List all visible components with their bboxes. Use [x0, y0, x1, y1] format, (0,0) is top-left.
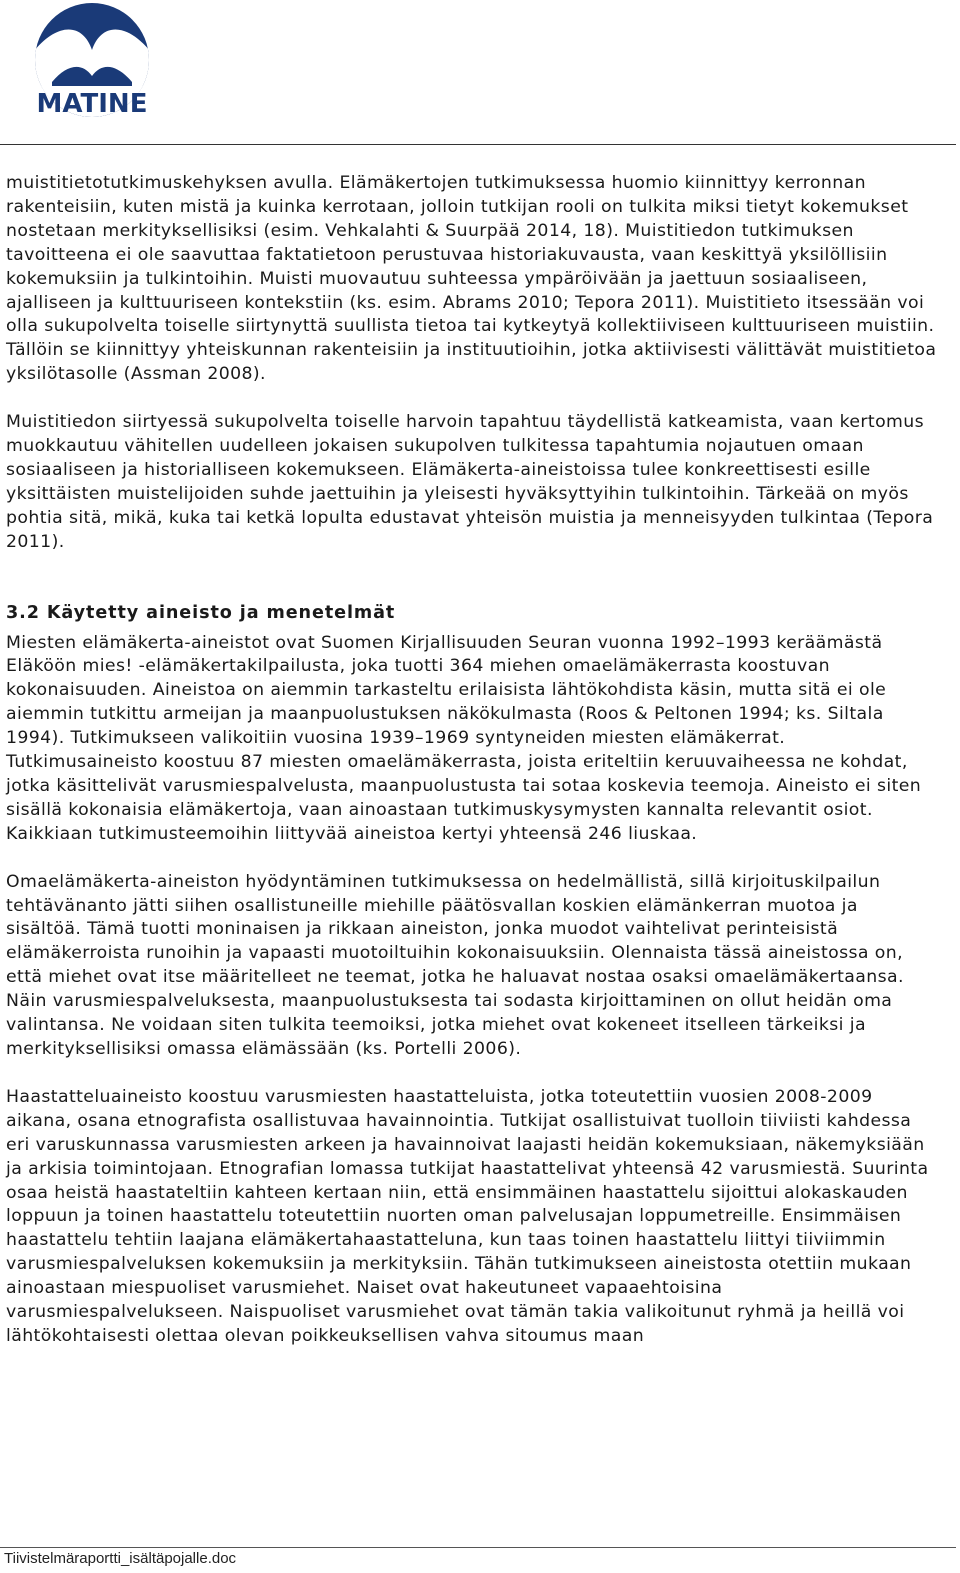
section-heading: 3.2 Käytetty aineisto ja menetelmät — [6, 602, 396, 623]
section-paragraph-3: Haastatteluaineisto koostuu varusmiesten haastatteluista, jotka toteutettiin vuosien 2008-2009 aikana, osana etnografista osallistuvaa havainnointia. Tutkijat osallistuivat tuolloin tiiviisti kahdessa eri varuskunnassa varusmiesten arkeen ja havainnoivat laajasti heidän kokemuksiaan, näkemyksiään ja arkisia toimintojaan. Etnografian lomassa tutkijat haastattelivat yhteensä 42 varusmiestä. Suurinta osaa heistä haastateltiin kahteen kertaan niin, että ensimmäinen haastattelu sijoittui alokaskauden loppuun ja toinen haastattelu toteutettiin nuorten oman palvelusajan loppumetreille. Ensimmäisen haastattelu tehtiin laajana elämäkertahaastatteluna, kun taas toinen haastattelu liittyi tiiviimmin varusmiespalveluksen kokemuksiin ja merkityksiin. Tähän tutkimukseen aineistosta otettiin mukaan ainoastaan miespuoliset varusmiehet. Naiset ovat hakeutuneet vapaaehtoisina varusmiespalvelukseen. Naispuoliset varusmiehet ovat tämän takia valikoitunut ryhmä ja heillä voi lähtökohtaisesti olettaa olevan poikkeuksellisen vahva sitoumus maan — [6, 1086, 929, 1346]
page-header — [0, 0, 960, 146]
logo-wordmark: MATINE — [36, 89, 148, 119]
matine-logo — [22, 2, 162, 122]
header-divider — [0, 144, 956, 145]
body-paragraph-2: Muistitiedon siirtyessä sukupolvelta toiselle harvoin tapahtuu täydellistä katkeamista, vaan kertomus muokkautuu vähitellen uudelleen jokaisen sukupolven tulkitessa tapahtumia nojautuen omaan sosiaaliseen ja historialliseen kokemukseen. Elämäkerta-aineistoissa tulee konkreettisesti esille yksittäisten muistelijoiden suhde jaettuihin ja yleisesti hyväksyttyihin tulkintoihin. Tärkeää on myös pohtia sitä, mikä, kuka tai ketkä lopulta edustavat yhteisön muistia ja menneisyyden tulkintaa (Tepora 2011). — [6, 412, 934, 552]
section-paragraph-1: Miesten elämäkerta-aineistot ovat Suomen Kirjallisuuden Seuran vuonna 1992–1993 keräämästä Eläköön mies! -elämäkertakilpailusta, joka tuotti 364 miehen omaelämäkerrasta koostuvan kokonaisuuden. Aineistoa on aiemmin tarkasteltu erilaisista lähtökohdista käsin, mutta sitä ei ole aiemmin tutkittu armeijan ja maanpuolustuksen näkökulmasta (Roos & Peltonen 1994; ks. Siltala 1994). Tutkimukseen valikoitiin vuosina 1939–1969 syntyneiden miesten elämäkerrat. Tutkimusaineisto koostuu 87 miesten omaelämäkerrasta, joista eriteltiin keruuvaiheessa ne kohdat, jotka käsittelivät varusmiespalvelusta, maanpuolustusta tai sotaa koskevia teemoja. Aineisto ei siten sisällä kokonaisia elämäkertoja, vaan ainoastaan tutkimuskysymysten kannalta relevantit osiot. Kaikkiaan tutkimusteemoihin liittyvää aineistoa kertyi yhteensä 246 liuskaa. — [6, 632, 922, 844]
footer-divider — [0, 1547, 956, 1548]
footer-filename: Tiivistelmäraportti_isältäpojalle.doc — [4, 1550, 237, 1567]
document-body — [6, 172, 938, 1349]
body-paragraph-1: muistitietotutkimuskehyksen avulla. Elämäkertojen tutkimuksessa huomio kiinnittyy kerronnan rakenteisiin, kuten mistä ja kuinka kerrotaan, jolloin tutkijan rooli on tulkita miksi tietyt kokemukset nostetaan merkityksellisiksi (esim. Vehkalahti & Suurpää 2014, 18). Muistitiedon tutkimuksen tavoitteena ei ole saavuttaa faktatietoon perustuvaa historiakuvausta, vaan keskittyä yksilöllisiin kokemuksiin ja tulkintoihin. Muisti muovautuu suhteessa ympäröivään ja jaettuun sosiaaliseen, ajalliseen ja kulttuuriseen kontekstiin (ks. esim. Abrams 2010; Tepora 2011). Muistitieto itsessään voi olla sukupolvelta toiselle siirtynyttä suullista tietoa tai kytkeytyä kollektiiviseen kulttuuriseen muistiin. Tällöin se kiinnittyy yhteiskunnan rakenteisiin ja instituutioihin, jotka aktiivisesti välittävät muistitietoa yksilötasolle (Assman 2008). — [6, 173, 937, 385]
section-paragraph-2: Omaelämäkerta-aineiston hyödyntäminen tutkimuksessa on hedelmällistä, sillä kirjoituskilpailun tehtävänanto jätti siihen osallistuneille miehille päätösvallan koskien elämänkerran muotoa ja sisältöä. Tämä tuotti moninaisen ja rikkaan aineiston, jonka muodot vaihtelivat perinteisistä elämäkerroista runoihin ja vapaasti muotoiltuihin kokonaisuuksiin. Olennaista tässä aineistossa on, että miehet ovat itse määritelleet ne teemat, jotka he haluavat nostaa osaksi omaelämäkertaansa. Näin varusmiespalveluksesta, maanpuolustuksesta tai sodasta kirjoittaminen on ollut heidän oma valintansa. Ne voidaan siten tulkita teemoiksi, jotka miehet ovat kokeneet itselleen tärkeiksi ja merkityksellisiksi omassa elämässään (ks. Portelli 2006). — [6, 871, 904, 1059]
